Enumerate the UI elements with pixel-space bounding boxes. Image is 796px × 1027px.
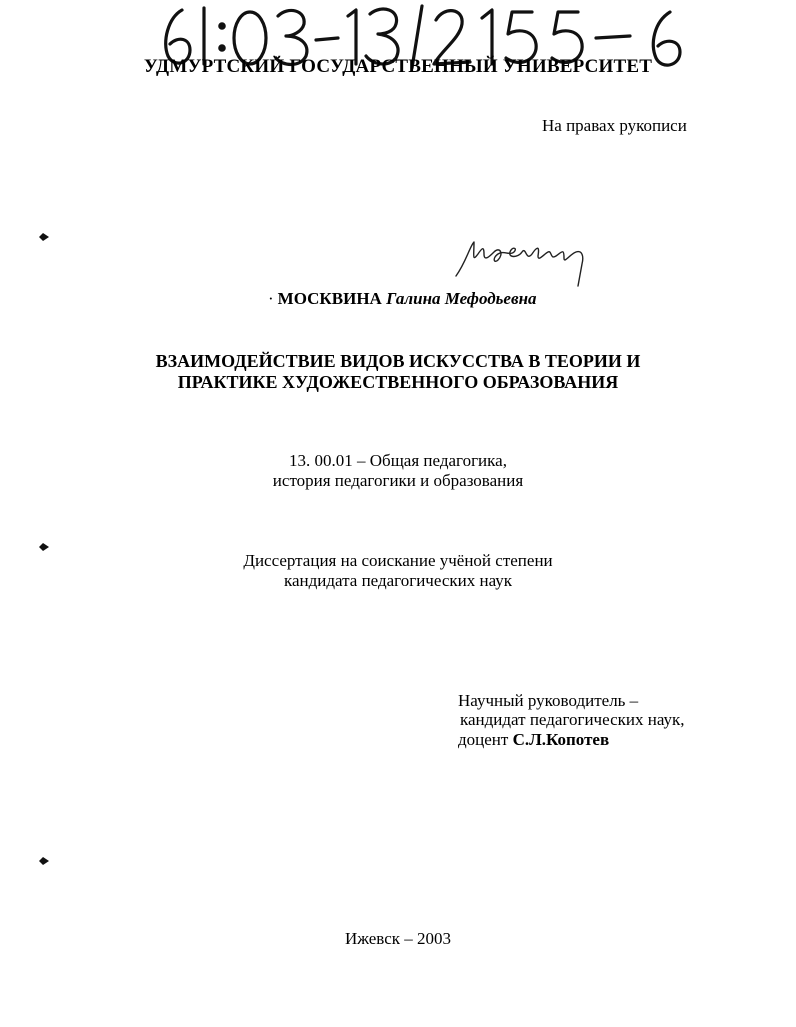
author-given-names: Галина Мефодьевна <box>386 289 537 308</box>
thesis-title-line-1: ВЗАИМОДЕЙСТВИЕ ВИДОВ ИСКУССТВА В ТЕОРИИ И <box>155 351 641 371</box>
thesis-title-line-2: ПРАКТИКЕ ХУДОЖЕСТВЕННОГО ОБРАЗОВАНИЯ <box>177 372 619 392</box>
binder-hole-mark-icon <box>38 856 50 866</box>
author-name <box>268 289 537 309</box>
dissertation-degree-line-1: Диссертация на соискание учёной степени <box>243 551 553 570</box>
advisor-rank: доцент <box>458 730 509 749</box>
university-name: УДМУРТСКИЙ ГОСУДАРСТВЕННЫЙ УНИВЕРСИТЕТ <box>143 56 653 77</box>
city-and-year: Ижевск – 2003 <box>344 929 452 948</box>
specialty-code-line-2: история педагогики и образования <box>272 471 524 490</box>
advisor-name: С.Л.Копотев <box>512 730 610 749</box>
binder-hole-mark-icon <box>38 542 50 552</box>
author-signature <box>452 232 612 294</box>
manuscript-rights-note: На правах рукописи <box>542 116 687 135</box>
binder-hole-mark-icon <box>38 232 50 242</box>
advisor-line-2: кандидат педагогических наук, <box>460 710 685 729</box>
advisor-line-3 <box>458 730 609 750</box>
dissertation-degree-line-2: кандидата педагогических наук <box>283 571 513 590</box>
specialty-code-line-1: 13. 00.01 – Общая педагогика, <box>289 451 507 470</box>
advisor-line-1: Научный руководитель – <box>458 691 639 710</box>
author-surname: МОСКВИНА <box>277 289 382 308</box>
bullet-dot: · <box>268 289 274 308</box>
